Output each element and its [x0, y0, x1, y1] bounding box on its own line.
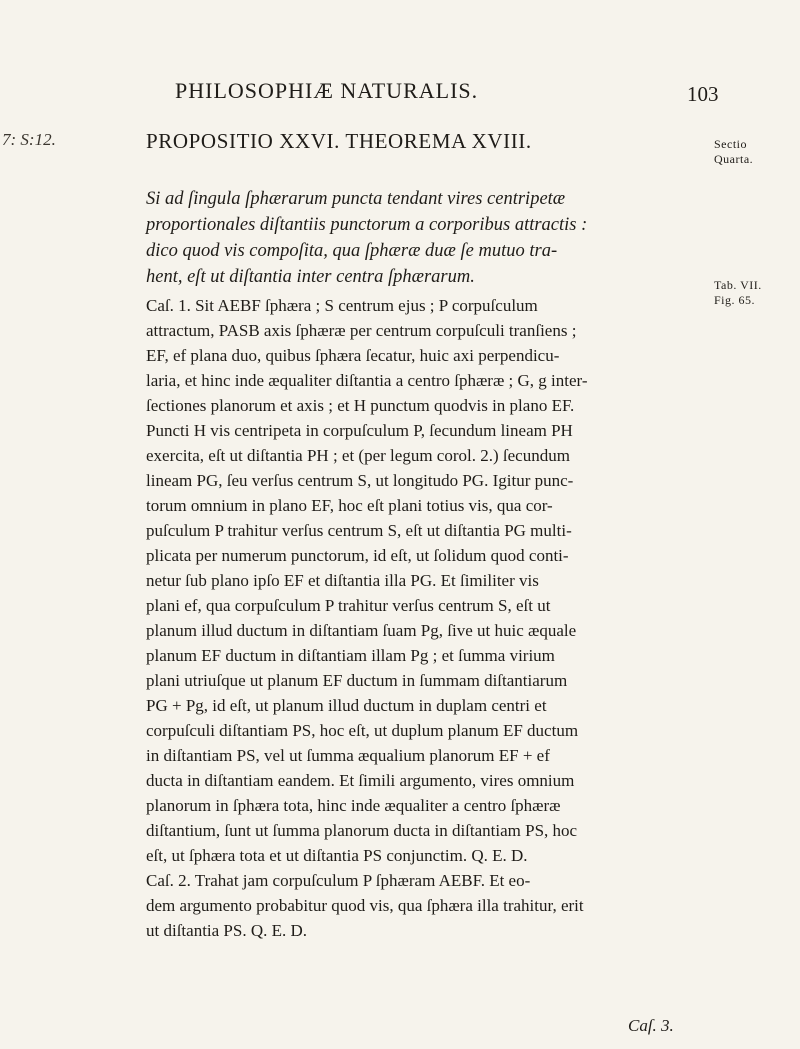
proof-line: Puncti H vis centripeta in corpuſculum P, ſecundum lineam PH: [146, 421, 573, 440]
proof-line: lineam PG, ſeu verſus centrum S, ut longitudo PG. Igitur punc-: [146, 471, 574, 490]
proof-line: netur ſub plano ipſo EF et diſtantia illa PG. Et ſimiliter vis: [146, 571, 539, 590]
proof-line: planum EF ductum in diſtantiam illam Pg ; et ſumma virium: [146, 646, 555, 665]
proof-line: ut diſtantia PS. Q. E. D.: [146, 921, 308, 940]
proof-line: eſt, ut ſphæra tota et ut diſtantia PS conjunctim. Q. E. D.: [146, 846, 528, 865]
proof-line: PG + Pg, id eſt, ut planum illud ductum in duplam centri et: [146, 696, 547, 715]
proof-line: puſculum P trahitur verſus centrum S, eſt ut diſtantia PG multi-: [146, 521, 572, 540]
section-number: Quarta.: [714, 152, 754, 166]
proof-line: diſtantium, ſunt ut ſumma planorum ducta in diſtantiam PS, hoc: [146, 821, 578, 840]
running-head-title: PHILOSOPHIÆ NATURALIS.: [175, 78, 479, 103]
figure-marginal-reference: [714, 278, 762, 308]
theorem-line: proportionales diſtantiis punctorum a corporibus attractis :: [146, 215, 588, 235]
proof-line: EF, ef plana duo, quibus ſphæra ſecatur, huic axi perpendicu-: [146, 346, 560, 365]
proof-line: plani ef, qua corpuſculum P trahitur verſus centrum S, eſt ut: [146, 596, 551, 615]
proof-line: planum illud ductum in diſtantiam ſuam Pg, ſive ut huic æquale: [146, 621, 577, 640]
proof-line: plani utriuſque ut planum EF ductum in ſummam diſtantiarum: [146, 671, 568, 690]
proof-line: ducta in diſtantiam eandem. Et ſimili argumento, vires omnium: [146, 771, 575, 790]
table-ref: Tab. VII.: [714, 278, 762, 292]
section-marginal-reference: [714, 137, 753, 167]
proof-line: exercita, eſt ut diſtantia PH ; et (per legum corol. 2.) ſecundum: [146, 446, 570, 465]
proof-line: attractum, PASB axis ſphæræ per centrum corpuſculi tranſiens ;: [146, 321, 577, 340]
proof-line: planorum in ſphæra tota, hinc inde æqualiter a centro ſphæræ: [146, 796, 561, 815]
theorem-statement: [146, 186, 706, 290]
proof-line: Caſ. 1. Sit AEBF ſphæra ; S centrum ejus ; P corpuſculum: [146, 296, 538, 315]
proof-line: plicata per numerum punctorum, id eſt, ut ſolidum quod conti-: [146, 546, 569, 565]
catchword: Caſ. 3.: [628, 1016, 674, 1035]
figure-ref: Fig. 65.: [714, 293, 756, 307]
proof-line: laria, et hinc inde æqualiter diſtantia a centro ſphæræ ; G, g inter-: [146, 371, 588, 390]
proof-body: [146, 293, 706, 943]
proof-line: in diſtantiam PS, vel ut ſumma æqualium planorum EF + ef: [146, 746, 550, 765]
page-number: 103: [687, 82, 719, 106]
proof-line: ſectiones planorum et axis ; et H punctum quodvis in plano EF.: [146, 396, 575, 415]
handwritten-margin-note: 7: S:12.: [2, 130, 56, 149]
section-label: Sectio: [714, 137, 747, 151]
proof-line: torum omnium in plano EF, hoc eſt plani totius vis, qua cor-: [146, 496, 553, 515]
proof-line: corpuſculi diſtantiam PS, hoc eſt, ut duplum planum EF ductum: [146, 721, 579, 740]
theorem-line: dico quod vis compoſita, qua ſphæræ duæ ſe mutuo tra-: [146, 241, 558, 261]
proposition-heading: PROPOSITIO XXVI. THEOREMA XVIII.: [146, 129, 532, 153]
theorem-line: Si ad ſingula ſphærarum puncta tendant vires centripetæ: [146, 189, 566, 209]
theorem-line: hent, eſt ut diſtantia inter centra ſphærarum.: [146, 267, 475, 287]
proof-line: dem argumento probabitur quod vis, qua ſphæra illa trahitur, erit: [146, 896, 584, 915]
proof-line: Caſ. 2. Trahat jam corpuſculum P ſphæram AEBF. Et eo-: [146, 871, 531, 890]
